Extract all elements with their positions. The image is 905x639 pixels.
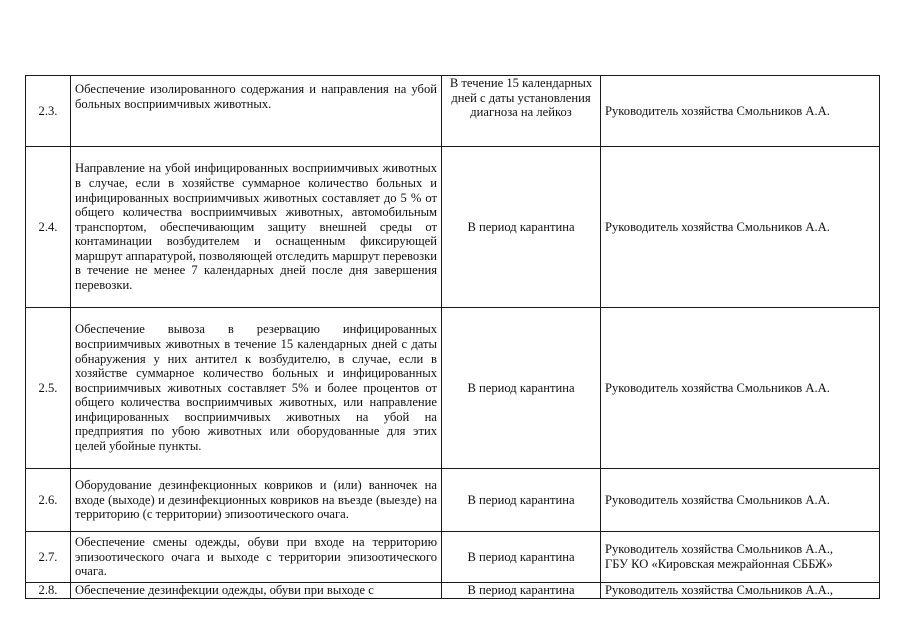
measure-text: Обеспечение вывоза в резервацию инфицированных восприимчивых животных в течение 15 календарных дней с даты обнаружения у них антител к возбудителю, в случае, если в хозяйстве суммарное количество больных и инфицированных восприимчивых животных составляет 5% и более процентов от общего количества восприимчивых животных, или направление инфицированных восприимчивых животных на убой на предприятия по убою животных или оборудованные для этих целей убойные пункты. [71,308,442,469]
responsible-text: Руководитель хозяйства Смольников А.А. [601,147,880,308]
responsible-text: Руководитель хозяйства Смольников А.А. [601,469,880,532]
measure-text: Оборудование дезинфекционных ковриков и (или) ванночек на входе (выходе) и дезинфекционных ковриков на въезде (выезде) на территорию (с территории) эпизоотического очага. [71,469,442,532]
term-text: В период карантина [442,583,601,599]
measures-table [25,75,880,599]
responsible-text: Руководитель хозяйства Смольников А.А., [605,542,834,557]
row-number: 2.4. [26,147,71,308]
term-text: В период карантина [442,469,601,532]
measure-text: Обеспечение дезинфекции одежды, обуви при выходе с [71,583,442,599]
responsible-text: Руководитель хозяйства Смольников А.А. [601,308,880,469]
term-text: В период карантина [442,147,601,308]
measure-text: Обеспечение изолированного содержания и направления на убой больных восприимчивых животных. [71,76,442,147]
table-row [26,469,880,532]
table-row [26,147,880,308]
responsible-org-text: ГБУ КО «Кировская межрайонная СББЖ» [605,557,833,571]
table-row [26,76,880,147]
responsible-text: Руководитель хозяйства Смольников А.А., [601,583,880,599]
table-row [26,532,880,583]
row-number: 2.7. [26,532,71,583]
row-number: 2.8. [26,583,71,599]
responsible-cell [601,532,880,583]
row-number: 2.5. [26,308,71,469]
measure-text: Обеспечение смены одежды, обуви при входе на территорию эпизоотического очага и выходе с территории эпизоотического очага. [71,532,442,583]
table-row [26,583,880,599]
measure-text: Направление на убой инфицированных восприимчивых животных в случае, если в хозяйстве суммарное количество больных и инфицированных восприимчивых животных составляет до 5 % от общего количества восприимчивых животных, автомобильным транспортом, обеспечивающим защиту внешней среды от контаминации возбудителем и оснащенным фиксирующей маршрут аппаратурой, позволяющей отследить маршрут перевозки в течение не менее 7 календарных дней после дня завершения перевозки. [71,147,442,308]
row-number: 2.6. [26,469,71,532]
row-number: 2.3. [26,76,71,147]
table-row [26,308,880,469]
term-text: В период карантина [442,308,601,469]
responsible-text: Руководитель хозяйства Смольников А.А. [601,76,880,147]
term-text: В течение 15 календарных дней с даты установления диагноза на лейкоз [442,76,601,147]
term-text: В период карантина [442,532,601,583]
